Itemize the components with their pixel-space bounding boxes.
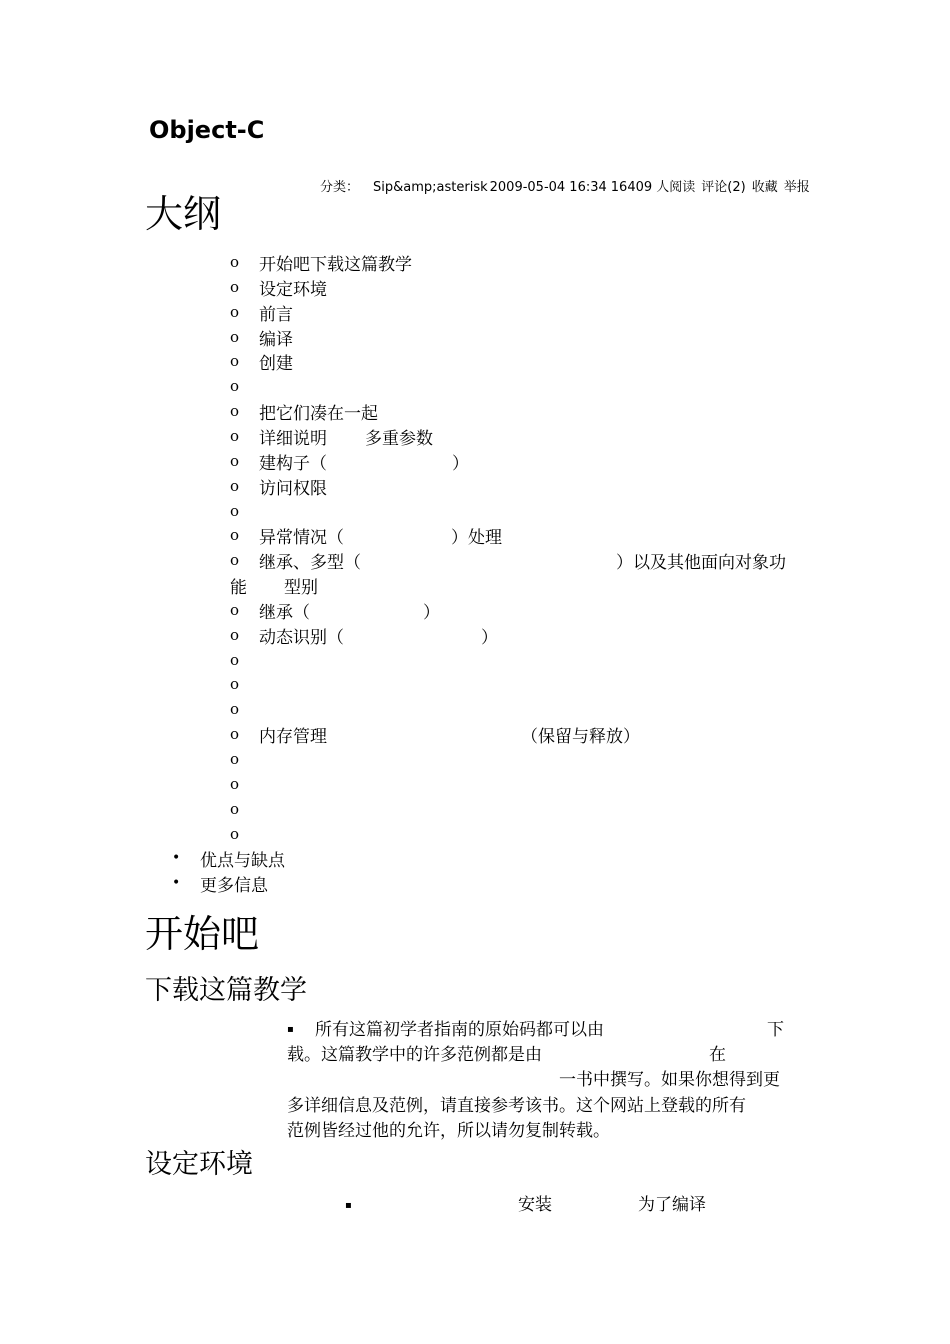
outline-item-suffix: ） xyxy=(452,453,469,474)
outline-item[interactable]: 详细说明 xyxy=(259,428,327,449)
outline-item-suffix: （保留与释放） xyxy=(521,727,640,748)
outline-item-suffix: ）以及其他面向对象功 xyxy=(616,553,786,574)
para-line-5: 范例皆经过他的允许，所以请勿复制转载。 xyxy=(287,1121,610,1141)
circle-bullet: o xyxy=(230,426,240,445)
circle-bullet: o xyxy=(230,650,240,669)
author[interactable]: Sip&amp;asterisk xyxy=(373,180,488,195)
circle-bullet: o xyxy=(230,774,240,793)
outline-item[interactable]: 动态识别（ xyxy=(259,627,344,648)
circle-bullet: o xyxy=(230,402,240,421)
para-line-1a: 所有这篇初学者指南的原始码都可以由 xyxy=(315,1020,604,1040)
para-line-1b: 下 xyxy=(767,1020,784,1040)
para-line-3: 一书中撰写。如果你想得到更 xyxy=(559,1070,780,1090)
circle-bullet: o xyxy=(230,327,240,346)
circle-bullet: o xyxy=(230,700,240,719)
circle-bullet: o xyxy=(230,824,240,843)
outline-item[interactable]: 继承（ xyxy=(259,602,310,623)
circle-bullet: o xyxy=(230,600,240,619)
post-datetime: 2009-05-04 16:34 xyxy=(489,180,607,195)
circle-bullet: o xyxy=(230,526,240,545)
subheading-download: 下载这篇教学 xyxy=(145,975,307,1006)
circle-bullet: o xyxy=(230,253,240,271)
outline-item-suffix: 多重参数 xyxy=(365,428,433,449)
circle-bullet: o xyxy=(230,625,240,644)
outline-item[interactable]: 设定环境 xyxy=(259,279,327,300)
circle-bullet: o xyxy=(230,277,240,296)
outline-item[interactable]: 编译 xyxy=(259,329,293,350)
outline-item[interactable]: 建构子（ xyxy=(259,453,327,474)
dot-bullet: • xyxy=(172,850,181,866)
outline-item[interactable]: 访问权限 xyxy=(259,478,327,499)
circle-bullet: o xyxy=(230,551,240,570)
setup-install: 安装 xyxy=(518,1195,552,1215)
post-meta xyxy=(320,176,816,195)
outline-item[interactable]: 把它们凑在一起 xyxy=(259,404,378,425)
outline-item-wrap: 型别 xyxy=(284,578,318,599)
bullet-item-pros-cons[interactable]: 优点与缺点 xyxy=(200,851,285,871)
circle-bullet: o xyxy=(230,352,240,371)
para-line-2b: 在 xyxy=(709,1045,726,1065)
square-bullet: ▪ xyxy=(287,1024,294,1035)
circle-bullet: o xyxy=(230,799,240,818)
outline-item[interactable]: 继承、多型（ xyxy=(259,553,361,574)
outline-item-suffix: ）处理 xyxy=(451,528,502,549)
setup-compile: 为了编译 xyxy=(638,1195,706,1215)
outline-item[interactable]: 创建 xyxy=(259,354,293,375)
outline-heading: 大纲 xyxy=(145,192,222,236)
circle-bullet: o xyxy=(230,377,240,396)
outline-item-wrap: 能 xyxy=(230,578,247,599)
outline-item[interactable]: 异常情况（ xyxy=(259,528,344,549)
collect-link[interactable]: 收藏 xyxy=(751,180,778,195)
outline-item[interactable]: 前言 xyxy=(259,304,293,325)
circle-bullet: o xyxy=(230,725,240,744)
circle-bullet: o xyxy=(230,302,240,321)
para-line-4: 多详细信息及范例，请直接参考该书。这个网站上登载的所有 xyxy=(287,1096,746,1116)
bullet-item-more-info[interactable]: 更多信息 xyxy=(200,876,268,896)
circle-bullet: o xyxy=(230,675,240,694)
report-link[interactable]: 举报 xyxy=(783,180,810,195)
circle-bullet: o xyxy=(230,501,240,520)
section-heading-setup: 设定环境 xyxy=(145,1149,253,1180)
circle-bullet: o xyxy=(230,476,240,495)
outline-item-suffix: ） xyxy=(481,627,498,648)
outline-item[interactable]: 开始吧下载这篇教学 xyxy=(259,255,412,275)
document-title xyxy=(145,116,264,144)
dot-bullet: • xyxy=(172,875,181,891)
read-count: 16409 人阅读 xyxy=(610,180,696,195)
comments-link[interactable]: 评论(2) xyxy=(701,180,746,195)
outline-item-suffix: ） xyxy=(423,602,440,623)
title-text: Object-C xyxy=(149,116,265,144)
square-bullet: ▪ xyxy=(345,1200,352,1211)
circle-bullet: o xyxy=(230,750,240,768)
outline-item[interactable]: 内存管理 xyxy=(259,727,327,748)
section-heading-start: 开始吧 xyxy=(145,912,260,956)
circle-bullet: o xyxy=(230,451,240,470)
category-label: 分类： xyxy=(320,180,360,195)
para-line-2a: 载。这篇教学中的许多范例都是由 xyxy=(287,1045,542,1065)
